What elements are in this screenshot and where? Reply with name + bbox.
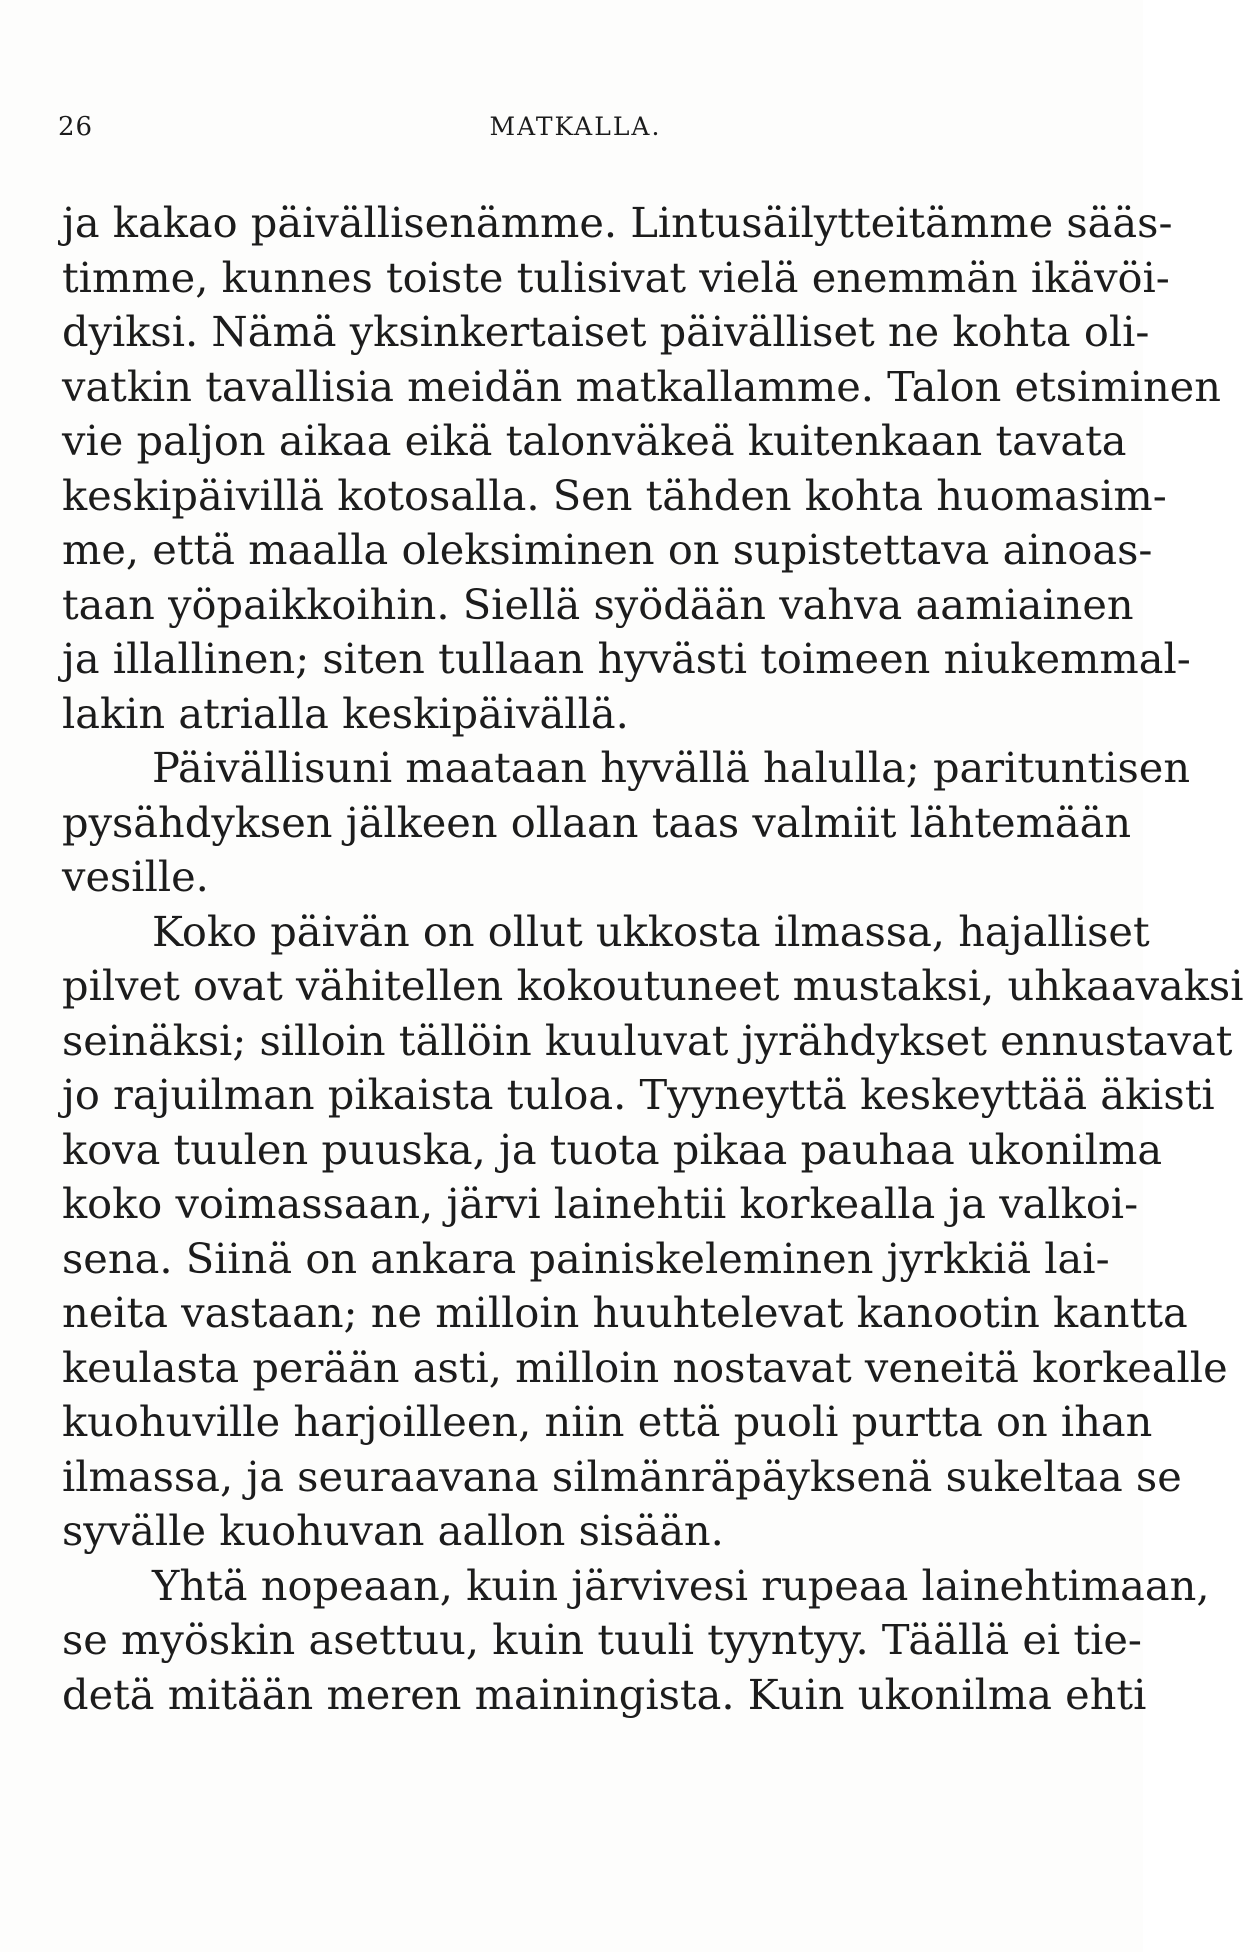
text-line: keulasta perään asti, milloin nostavat veneitä korkealle: [62, 1342, 1228, 1392]
text-line: me, että maalla oleksiminen on supistettava ainoas-: [62, 525, 1153, 574]
paragraph-first-line: Koko päivän on ollut ukkosta ilmassa, hajalliset: [152, 906, 1150, 956]
paragraph-end-line: lakin atrialla keskipäivällä.: [62, 688, 629, 738]
text-line: kova tuulen puuska, ja tuota pikaa pauhaa ukonilma: [62, 1124, 1163, 1174]
page-number: 26: [58, 112, 94, 142]
body-text: [62, 196, 1243, 1722]
paragraph-end-line: vesille.: [62, 852, 209, 901]
text-line: keskipäivillä kotosalla. Sen tähden kohta huomasim-: [62, 470, 1167, 520]
text-line: pysähdyksen jälkeen ollaan taas valmiit lähtemään: [62, 797, 1132, 847]
text-line: vie paljon aikaa eikä talonväkeä kuitenkaan tavata: [62, 416, 1127, 465]
text-line: vatkin tavallisia meidän matkallamme. Talon etsiminen: [62, 361, 1221, 411]
text-line: seinäksi; silloin tällöin kuuluvat jyrähdykset ennustavat: [62, 1015, 1233, 1065]
text-line: koko voimassaan, järvi lainehtii korkealla ja valkoi-: [62, 1179, 1139, 1228]
text-line: kuohuville harjoilleen, niin että puoli purtta on ihan: [62, 1397, 1153, 1446]
text-line: dyiksi. Nämä yksinkertaiset päivälliset ne kohta oli-: [62, 307, 1150, 356]
text-line: ja illallinen; siten tullaan hyvästi toimeen niukemmal-: [62, 634, 1191, 683]
paragraph-end-line: syvälle kuohuvan aallon sisään.: [62, 1506, 724, 1555]
text-line: jo rajuilman pikaista tuloa. Tyyneyttä keskeyttää äkisti: [62, 1070, 1215, 1119]
paragraph-first-line: Päivällisuni maataan hyvällä halulla; parituntisen: [152, 743, 1191, 792]
text-line: pilvet ovat vähitellen kokoutuneet mustaksi, uhkaavaksi: [62, 961, 1243, 1010]
running-head-title: MATKALLA.: [489, 112, 662, 141]
text-line: ja kakao päivällisenämme. Lintusäilytteitämme sääs-: [62, 198, 1173, 247]
text-line: se myöskin asettuu, kuin tuuli tyyntyy. Täällä ei tie-: [62, 1615, 1142, 1664]
text-line: taan yöpaikkoihin. Siellä syödään vahva aamiainen: [62, 579, 1134, 629]
text-line: sena. Siinä on ankara painiskeleminen jyrkkiä lai-: [62, 1233, 1110, 1283]
paragraph-first-line: Yhtä nopeaan, kuin järvivesi rupeaa lainehtimaan,: [152, 1560, 1210, 1610]
text-line: ilmassa, ja seuraavana silmänräpäyksenä sukeltaa se: [62, 1451, 1182, 1501]
text-line: neita vastaan; ne milloin huuhtelevat kanootin kantta: [62, 1288, 1188, 1337]
running-head: [58, 112, 1093, 152]
text-line: detä mitään meren mainingista. Kuin ukonilma ehti: [62, 1669, 1147, 1719]
text-line: timme, kunnes toiste tulisivat vielä enemmän ikävöi-: [62, 252, 1170, 302]
